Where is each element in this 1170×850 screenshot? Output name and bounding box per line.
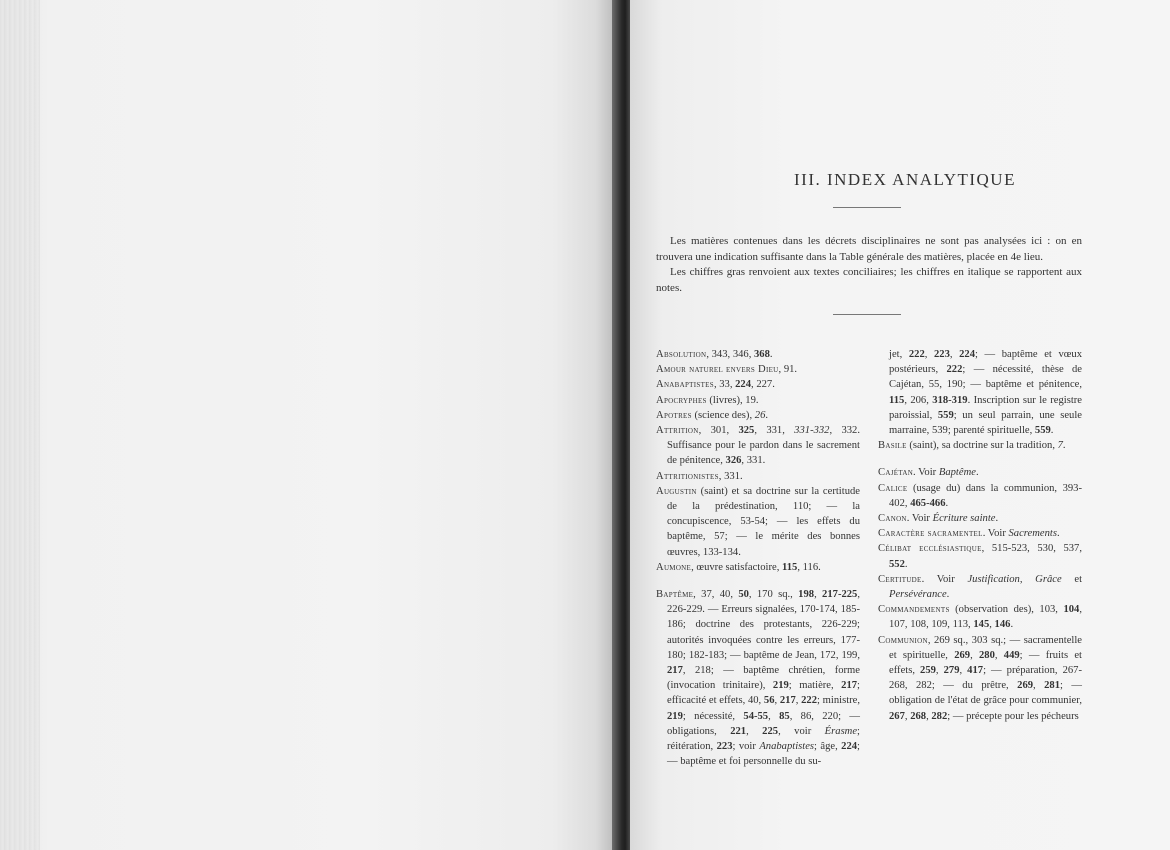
reference-bold: 269: [1017, 680, 1034, 692]
index-entry: [878, 602, 1082, 632]
reference-italic: Baptême: [938, 467, 976, 479]
title-rule: [833, 207, 901, 208]
index-entry-heading: Calice: [878, 482, 908, 494]
reference-bold: 54-55: [743, 710, 769, 722]
entry-text: ,: [994, 649, 1004, 661]
entry-text: , 91.: [778, 364, 798, 376]
entry-text: ,: [904, 710, 911, 722]
reference-bold: 217: [779, 695, 796, 707]
index-entry: [656, 469, 860, 484]
index-entry-heading: Apocryphes: [656, 394, 707, 406]
reference-bold: 198: [798, 589, 815, 601]
entry-text: , 343, 346,: [706, 349, 754, 360]
entry-text: ,: [924, 349, 934, 360]
entry-text: ,: [935, 665, 944, 677]
entry-text: ; — nécessité, thèse de Cajétan, 55, 190; — baptême et pénitence,: [889, 364, 1082, 391]
entry-text: . Voir: [921, 573, 968, 585]
entry-text: , 332. Suffisance pour le pardon dans le sacrement de pénitence,: [667, 425, 860, 467]
entry-text: ,: [746, 725, 763, 737]
entry-text: ,: [970, 649, 979, 661]
entry-text: ,: [949, 349, 960, 360]
index-entry-heading: Baptême: [656, 589, 694, 601]
reference-bold: 552: [889, 558, 905, 570]
reference-bold: 224: [959, 349, 976, 360]
intro-text: [656, 234, 1082, 296]
reference-bold: 85: [779, 710, 790, 722]
reference-italic: Érasme: [824, 725, 858, 737]
entry-text: ; matière,: [788, 680, 842, 692]
reference-italic: Sacrements: [1008, 528, 1057, 540]
entry-text: ,: [774, 695, 780, 707]
index-entry-heading: Certitude: [878, 573, 922, 585]
reference-italic: Anabaptistes: [759, 741, 815, 753]
reference-bold: 219: [772, 680, 789, 692]
index-entry-heading: Augustin: [656, 485, 697, 497]
entry-text: , œuvre satisfactoire,: [691, 561, 783, 573]
reference-bold: 217: [667, 665, 683, 677]
index-entry: [656, 484, 860, 560]
entry-text: .: [765, 409, 769, 421]
index-entry-heading: Commandements: [878, 604, 950, 616]
entry-text: .: [1062, 440, 1066, 452]
reference-bold: 268: [910, 710, 927, 722]
reference-bold: 279: [943, 665, 960, 677]
reference-bold: 224: [735, 379, 752, 391]
reference-bold: 368: [754, 349, 770, 360]
reference-bold: 50: [738, 589, 749, 601]
entry-text: .: [995, 513, 999, 525]
index-entry-heading: Apotres: [656, 409, 692, 421]
entry-text: , voir: [778, 725, 825, 737]
page-edges: [0, 0, 40, 850]
reference-bold: 222: [908, 349, 925, 360]
reference-bold: 417: [967, 665, 984, 677]
reference-bold: 145: [973, 619, 990, 631]
reference-italic: Persévérance: [889, 589, 947, 601]
index-entry-heading: Caractère sacramentel: [878, 528, 983, 540]
reference-italic: 26: [754, 409, 766, 421]
entry-text: , 269 sq., 303 sq.; — sacramentelle et spirituelle,: [889, 634, 1082, 661]
entry-text: , 218; — baptême chrétien, forme (invocation trinitaire),: [667, 665, 860, 692]
entry-text: ; ministre,: [817, 695, 861, 707]
reference-bold: 282: [931, 710, 948, 722]
entry-text: , 170 sq.,: [748, 589, 799, 601]
reference-italic: 7: [1057, 440, 1063, 452]
entry-text: ; — précepte pour les pécheurs: [947, 710, 1079, 722]
index-entry-heading: Amour naturel envers Dieu: [656, 364, 779, 376]
entry-text: , 33,: [713, 379, 736, 391]
reference-bold: 115: [889, 394, 905, 406]
entry-text: ; âge,: [814, 741, 842, 753]
intro-paragraph-2: Les chiffres gras renvoient aux textes conciliaires; les chiffres en italique se rapportent aux notes.: [656, 266, 1082, 294]
index-entry: [878, 541, 1082, 571]
entry-text: jet,: [889, 349, 909, 360]
entry-text: , 227.: [751, 379, 775, 391]
entry-text: et: [1061, 573, 1083, 585]
entry-text: ,: [795, 695, 802, 707]
entry-text: .: [1010, 619, 1014, 631]
index-entry-heading: Cajétan: [878, 467, 914, 479]
entry-text: .: [1050, 425, 1054, 437]
index-entry: [878, 438, 1082, 453]
entry-text: ; nécessité,: [682, 710, 744, 722]
entry-text: (saint) et sa doctrine sur la certitude de la prédestination, 110; — la concupiscence, 53-54; — les effets du baptême, 57; — le mérite des bonnes œuvres, 133-134.: [667, 485, 860, 558]
index-entry: [656, 362, 860, 377]
reference-bold: 559: [937, 409, 954, 421]
entry-text: , 107, 108, 109, 113,: [889, 604, 1082, 631]
index-entry-heading: Anabaptistes: [656, 379, 714, 391]
index-entry: [878, 481, 1082, 511]
reference-bold: 267: [889, 710, 905, 722]
reference-bold: 223: [716, 741, 733, 753]
reference-bold: 223: [933, 349, 950, 360]
reference-bold: 559: [1034, 425, 1051, 437]
entry-text: .: [975, 467, 979, 479]
entry-text: ,: [926, 710, 932, 722]
entry-text: , 301,: [698, 425, 739, 437]
entry-text: .: [945, 497, 949, 509]
entry-text: ,: [959, 665, 968, 677]
reference-bold: 326: [725, 455, 742, 467]
entry-text: , 226-229. — Erreurs signalées, 170-174, 185-186; doctrine des protestants, 226-229; autorités invoquées contre les erreurs, 177-180; 182-183; — baptême de Jean, 172, 199,: [667, 589, 861, 661]
index-entry: [656, 560, 860, 575]
index-entry: [878, 465, 1082, 480]
reference-bold: 221: [730, 725, 747, 737]
entry-text: (livres), 19.: [706, 394, 759, 406]
entry-text: .: [904, 558, 908, 570]
entry-text: ; voir: [732, 741, 760, 753]
reference-bold: 222: [801, 695, 817, 707]
index-entry-heading: Absolution: [656, 349, 707, 360]
reference-bold: 222: [946, 364, 963, 376]
entry-text: . Voir: [982, 528, 1009, 540]
reference-bold: 224: [841, 741, 858, 753]
reference-bold: 217: [841, 680, 858, 692]
reference-bold: 217-225: [822, 589, 858, 601]
reference-italic: Justification, Grâce: [967, 573, 1062, 585]
index-entry: [656, 423, 860, 469]
index-entry-heading: Attritionistes: [656, 470, 719, 482]
index-entry-heading: Attrition: [656, 425, 699, 437]
entry-text: ; — préparation, 267-268, 282; — du prêtre,: [889, 665, 1082, 692]
index-entry: [878, 633, 1082, 724]
reference-bold: 449: [1003, 649, 1020, 661]
entry-text: .: [1056, 528, 1060, 540]
entry-text: . Voir: [913, 467, 939, 479]
entry-text: ; — baptême et vœux postérieurs,: [889, 349, 1083, 376]
entry-text: ,: [768, 710, 780, 722]
entry-text: ,: [814, 589, 823, 601]
index-entry: [656, 393, 860, 408]
entry-text: , 206,: [904, 394, 933, 406]
index-entry-heading: Célibat ecclésiastique: [878, 543, 982, 555]
reference-bold: 269: [954, 649, 971, 661]
index-entry: [878, 511, 1082, 526]
entry-text: ; — obligation de l'état de grâce pour communier,: [889, 680, 1082, 707]
reference-bold: 115: [782, 561, 798, 573]
entry-text: , 331,: [754, 425, 795, 437]
reference-bold: 219: [667, 710, 683, 722]
index-entry: [656, 587, 860, 769]
entry-text: (science des),: [691, 409, 755, 421]
entry-text: .: [946, 589, 950, 601]
reference-bold: 225: [762, 725, 779, 737]
entry-text: (observation des), 103,: [949, 604, 1064, 616]
index-entry-heading: Communion: [878, 634, 928, 646]
entry-text: , 37, 40,: [693, 589, 739, 601]
entry-text: ; — fruits et effets,: [889, 649, 1082, 677]
entry-text: (saint), sa doctrine sur la tradition,: [906, 440, 1058, 452]
reference-bold: 281: [1044, 680, 1061, 692]
reference-italic: 331-332: [794, 425, 830, 437]
entry-text: ,: [989, 619, 995, 631]
reference-bold: 318-319: [932, 394, 968, 406]
index-column-left: [656, 347, 860, 769]
entry-text: , 116.: [797, 561, 821, 573]
entry-text: , 86, 220; — obligations,: [667, 710, 860, 737]
entry-text: , 331.: [741, 455, 766, 467]
entry-text: ; un seul parrain, une seule marraine, 539; parenté spirituelle,: [889, 409, 1082, 437]
entry-text: , 331.: [718, 470, 743, 482]
reference-bold: 104: [1063, 604, 1080, 616]
index-entry-heading: Canon: [878, 513, 907, 525]
index-entry: [656, 408, 860, 423]
reference-bold: 56: [763, 695, 775, 707]
index-entry: [656, 377, 860, 392]
entry-text: , 515-523, 530, 537,: [981, 543, 1082, 555]
index-column-right: [878, 347, 1082, 724]
intro-paragraph-1: Les matières contenues dans les décrets disciplinaires ne sont pas analysées ici : on en trouvera une indication suffisante dans la Table générale des matières, placée en 4e lieu.: [656, 235, 1082, 263]
index-entry: [878, 526, 1082, 541]
reference-bold: 259: [920, 665, 936, 677]
reference-italic: Écriture sainte: [932, 513, 996, 525]
reference-bold: 325: [738, 425, 755, 437]
entry-text: ; réitération,: [667, 725, 860, 753]
entry-text: . Voir: [906, 513, 933, 525]
entry-text: (usage du) dans la communion, 393-402,: [889, 482, 1082, 509]
reference-bold: 465-466: [910, 497, 946, 509]
reference-bold: 280: [978, 649, 995, 661]
entry-text: ,: [1033, 680, 1045, 692]
intro-rule: [833, 314, 901, 315]
index-entry-heading: Basile: [878, 440, 907, 452]
page-title: III. INDEX ANALYTIQUE: [794, 170, 1016, 189]
entry-text: .: [769, 349, 773, 360]
reference-bold: 146: [994, 619, 1011, 631]
index-entry: [656, 347, 860, 362]
index-entry: [878, 347, 1082, 438]
index-entry-heading: Aumone: [656, 561, 692, 573]
entry-text: ; efficacité et effets, 40,: [667, 680, 860, 707]
index-entry: [878, 572, 1082, 602]
entry-text: ; — baptême et foi personnelle du su-: [667, 741, 860, 768]
entry-text: . Inscription sur le registre paroissial,: [889, 394, 1083, 421]
